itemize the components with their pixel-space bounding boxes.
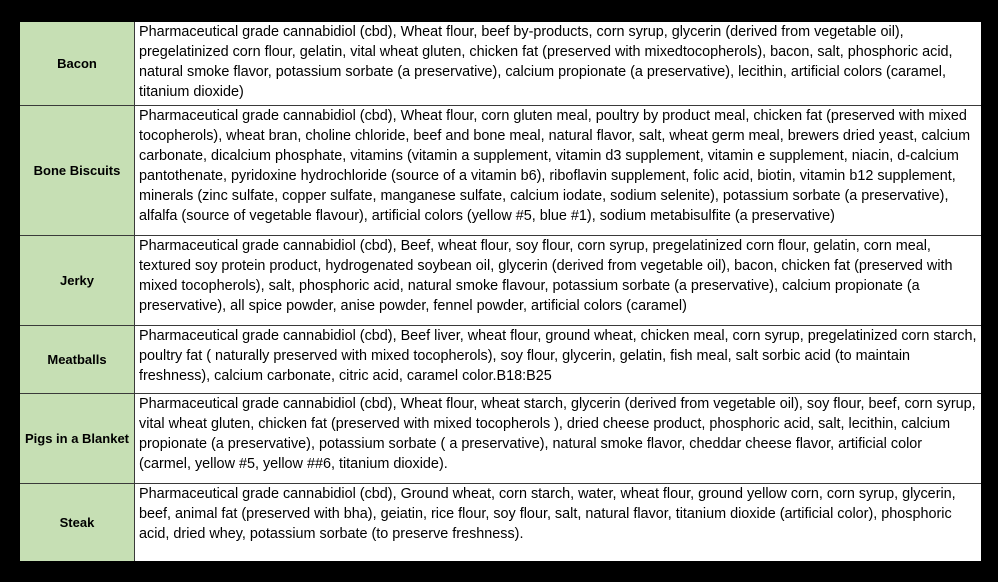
- ingredients-cell[interactable]: Pharmaceutical grade cannabidiol (cbd), Beef liver, wheat flour, ground wheat, chicken meal, corn syrup, pregelatinized corn starch, poultry fat ( naturally preserved with mixed tocopherols), soy flour, glycerin, gelatin, fish meal, salt sorbic acid (to maintain freshness), calcium carbonate, citric acid, caramel color.B18:B25: [139, 328, 977, 384]
- table-row: [20, 326, 981, 394]
- ingredients-cell[interactable]: Pharmaceutical grade cannabidiol (cbd), Wheat flour, wheat starch, glycerin (derived from vegetable oil), soy flour, beef, corn syrup, vital wheat gluten, chicken fat (preserved with mixed tocopherols ), dried cheese product, phosphoric acid, salt, lecithin, calcium propionate (a preservative), potassium sorbate ( a preservative), natural smoke flavor, cheddar cheese flavor, artificial color (carmel, yellow #5, yellow ##6, titanium dioxide).: [139, 396, 976, 472]
- table-row: [20, 236, 981, 326]
- table-row: [20, 106, 981, 236]
- product-name-cell[interactable]: Pigs in a Blanket: [20, 394, 135, 483]
- product-name-cell[interactable]: Steak: [20, 484, 135, 561]
- ingredients-cell[interactable]: Pharmaceutical grade cannabidiol (cbd), Ground wheat, corn starch, water, wheat flour, ground yellow corn, corn syrup, glycerin, beef, animal fat (preserved with bha), geiatin, rice flour, soy flour, salt, natural flavor, titanium dioxide (artificial color), phosphoric acid, dried whey, potassium sorbate (to preserve freshness).: [139, 486, 956, 542]
- ingredients-table: [20, 22, 981, 561]
- ingredients-cell[interactable]: Pharmaceutical grade cannabidiol (cbd), Wheat flour, corn gluten meal, poultry by product meal, chicken fat (preserved with mixed tocopherols), wheat bran, choline chloride, beef and bone meal, natural flavor, salt, wheat germ meal, brewers dried yeast, calcium carbonate, dicalcium phosphate, vitamins (vitamin a supplement, vitamin d3 supplement, vitamin e supplement, niacin, d-calcium pantothenate, pyridoxine hydrochloride (source of a vitamin b6), riboflavin supplement, folic acid, biotin, vitamin b12 supplement, minerals (zinc sulfate, copper sulfate, manganese sulfate, calcium iodate, sodium selenite), potassium sorbate (a preservative), alfalfa (source of vegetable flavour), artificial colors (yellow #5, blue #1), sodium metabisulfite (a preservative): [139, 108, 971, 224]
- product-name-cell[interactable]: Jerky: [20, 236, 135, 325]
- product-name-cell[interactable]: Bone Biscuits: [20, 106, 135, 235]
- ingredients-cell[interactable]: Pharmaceutical grade cannabidiol (cbd), Wheat flour, beef by-products, corn syrup, glycerin (derived from vegetable oil), pregelatinized corn flour, gelatin, vital wheat gluten, chicken fat (preserved with mixedtocopherols), bacon, salt, phosphoric acid, natural smoke flavor, potassium sorbate (a preservative), calcium propionate (a preservative), lecithin, artificial colors (caramel, titanium dioxide): [139, 24, 953, 100]
- table-row: [20, 22, 981, 106]
- product-name-cell[interactable]: Bacon: [20, 22, 135, 105]
- product-name-cell[interactable]: Meatballs: [20, 326, 135, 393]
- ingredients-cell[interactable]: Pharmaceutical grade cannabidiol (cbd), Beef, wheat flour, soy flour, corn syrup, pregelatinized corn flour, gelatin, corn meal, textured soy protein product, hydrogenated soybean oil, glycerin (derived from vegetable oil), bacon, chicken fat (preserved with mixed tocopherols), salt, phosphoric acid, natural smoke flavour, potassium sorbate (a preservative), calcium propionate (a preservative), all spice powder, anise powder, fennel powder, artificial colors (caramel): [139, 238, 953, 314]
- table-row: [20, 394, 981, 484]
- table-row: [20, 484, 981, 561]
